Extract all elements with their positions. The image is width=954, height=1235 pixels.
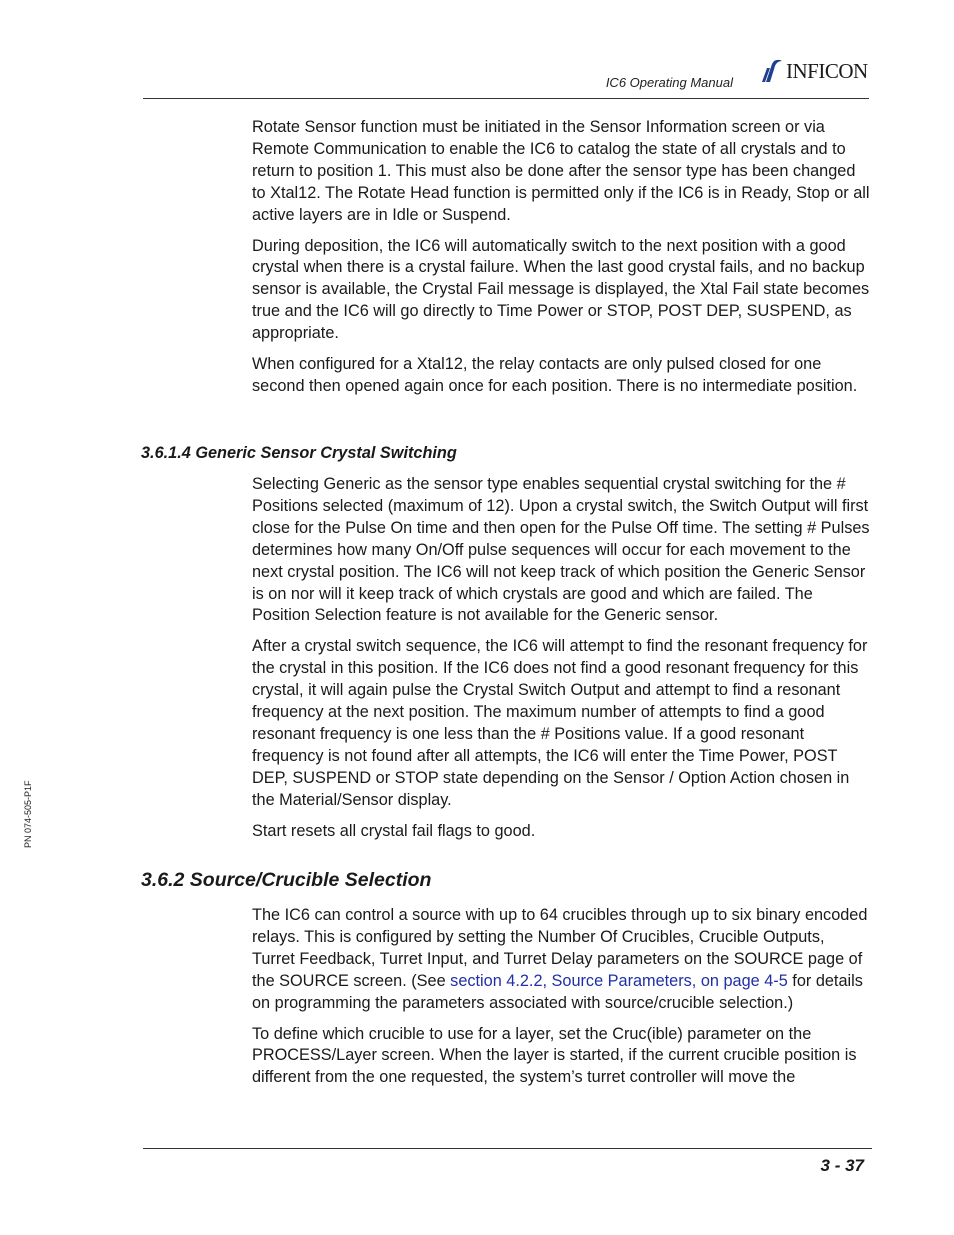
text-run: The IC6 can control a source with up to 64 crucibles through up to six binary encoded relays. This is configured by setting the Number Of Crucibles, Crucible Outputs, Turret Feedback, Turret Input, and Turret Delay parameters on the SOURCE page of the SOURCE screen. (See	[252, 906, 868, 990]
text-run: for details on programming the parameters associated with source/crucible selection.)	[252, 971, 863, 1012]
paragraph: After a crystal switch sequence, the IC6 will attempt to find the resonant frequency for the crystal in this position. If the IC6 does not find a good resonant frequency for this crystal, it will again pulse the Crystal Switch Output and attempt to find a resonant frequency at the next position. The maximum number of attempts to find a good resonant frequency is one less than the # Positions value. If a good resonant frequency is not found after all attempts, the IC6 will enter the Time Power, POST DEP, SUSPEND or STOP state depending on the Sensor / Option Action chosen in the Material/Sensor display.	[252, 637, 868, 809]
paragraph: Start resets all crystal fail flags to good.	[252, 821, 536, 840]
paragraph: To define which crucible to use for a layer, set the Cruc(ible) parameter on the PROCESS/Layer screen. When the layer is started, if the current crucible position is different from the one requested, the system’s turret controller will move the	[252, 1024, 857, 1087]
paragraph: When configured for a Xtal12, the relay contacts are only pulsed closed for one second then opened again once for each position. There is no intermediate position.	[252, 355, 858, 395]
section-heading-3-6-1-4: 3.6.1.4 Generic Sensor Crystal Switching	[141, 444, 457, 462]
generic-sensor-block	[252, 474, 870, 852]
header-rule	[143, 98, 869, 99]
part-number-label: PN 074-505-P1F	[23, 780, 33, 848]
intro-block	[252, 117, 870, 407]
cross-reference-link[interactable]: section 4.2.2, Source Parameters, on page 4-5	[450, 971, 788, 990]
logo-text: INFICON	[786, 59, 868, 83]
inficon-logo	[760, 58, 868, 84]
paragraph	[252, 905, 870, 1015]
source-crucible-block	[252, 905, 870, 1098]
inficon-logo-mark-icon	[760, 58, 784, 84]
paragraph: During deposition, the IC6 will automatically switch to the next position with a good crystal when there is a crystal failure. When the last good crystal fails, and no backup sensor is available, the Crystal Fail message is displayed, the Xtal Fail state becomes true and the IC6 will go directly to Time Power or STOP, POST DEP, SUSPEND, as appropriate.	[252, 236, 870, 343]
section-heading-3-6-2: 3.6.2 Source/Crucible Selection	[141, 869, 432, 891]
page-number: 3 - 37	[820, 1156, 864, 1175]
paragraph: Rotate Sensor function must be initiated in the Sensor Information screen or via Remote Communication to enable the IC6 to catalog the state of all crystals and to return to position 1. This must also be done after the sensor type has been changed to Xtal12. The Rotate Head function is permitted only if the IC6 is in Ready, Stop or all active layers are in Idle or Suspend.	[252, 118, 870, 224]
manual-title: IC6 Operating Manual	[605, 75, 733, 90]
paragraph: Selecting Generic as the sensor type enables sequential crystal switching for the # Positions selected (maximum of 12). Upon a crystal switch, the Switch Output will first close for the Pulse On time and then open for the Pulse Off time. The setting # Pulses determines how many On/Off pulse sequences will occur for each movement to the next crystal position. The IC6 will not keep track of which position the Generic Sensor is on nor will it keep track of which crystals are good and which are failed. The Position Selection feature is not available for the Generic sensor.	[252, 475, 870, 625]
footer-rule	[143, 1148, 872, 1149]
